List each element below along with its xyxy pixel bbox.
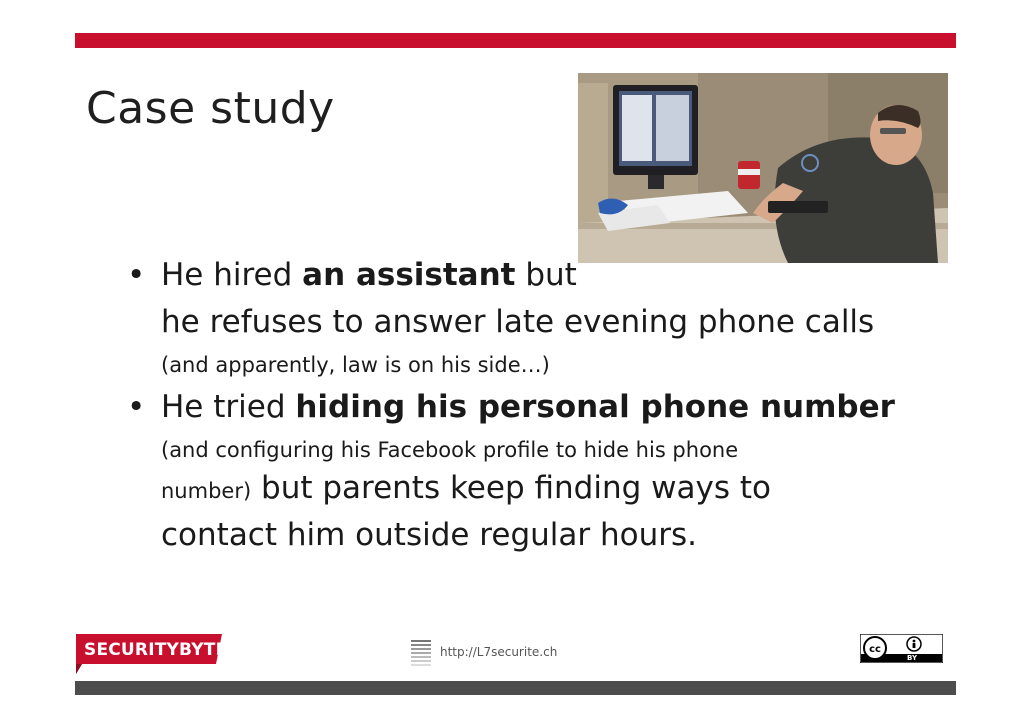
bullet-phone-number: [125, 384, 925, 559]
footer-url[interactable]: http://L7securite.ch: [440, 645, 558, 659]
top-accent-bar: [75, 33, 956, 48]
bullet-line: he refuses to answer late evening phone calls: [161, 304, 875, 340]
bullet-text: but: [515, 257, 577, 293]
cc-by-label: BY: [907, 654, 918, 662]
bullet-line: contact him outside regular hours.: [161, 517, 697, 553]
document-lines-icon: [411, 640, 431, 668]
slide-photo: [578, 73, 948, 263]
bullet-line: [161, 384, 925, 431]
bullet-marker: •: [127, 389, 146, 425]
slide-title: Case study: [86, 83, 335, 134]
bullet-marker: •: [127, 257, 146, 293]
bullet-emphasis: an assistant: [302, 257, 516, 293]
bullet-note: number): [161, 479, 252, 503]
bullet-text: He tried: [161, 389, 296, 425]
bullet-text: but parents keep finding ways to: [251, 470, 771, 506]
bullet-emphasis: hiding his personal phone number: [295, 389, 895, 425]
photo-icon: [578, 73, 948, 263]
bullet-assistant: [125, 252, 925, 384]
cc-license-badge[interactable]: [860, 634, 943, 663]
logo-text: SECURITYBYTE: [84, 640, 228, 660]
svg-text:cc: cc: [869, 644, 881, 655]
bullet-list: [125, 252, 925, 559]
bullet-line: [161, 252, 925, 299]
bullet-note: (and configuring his Facebook profile to hide his phone: [161, 438, 739, 462]
bullet-text: He hired: [161, 257, 303, 293]
bullet-note: (and apparently, law is on his side…): [161, 353, 550, 377]
securitybyte-logo: [76, 634, 228, 666]
bottom-footer-bar: [75, 681, 956, 695]
bullet-line: [161, 465, 925, 512]
